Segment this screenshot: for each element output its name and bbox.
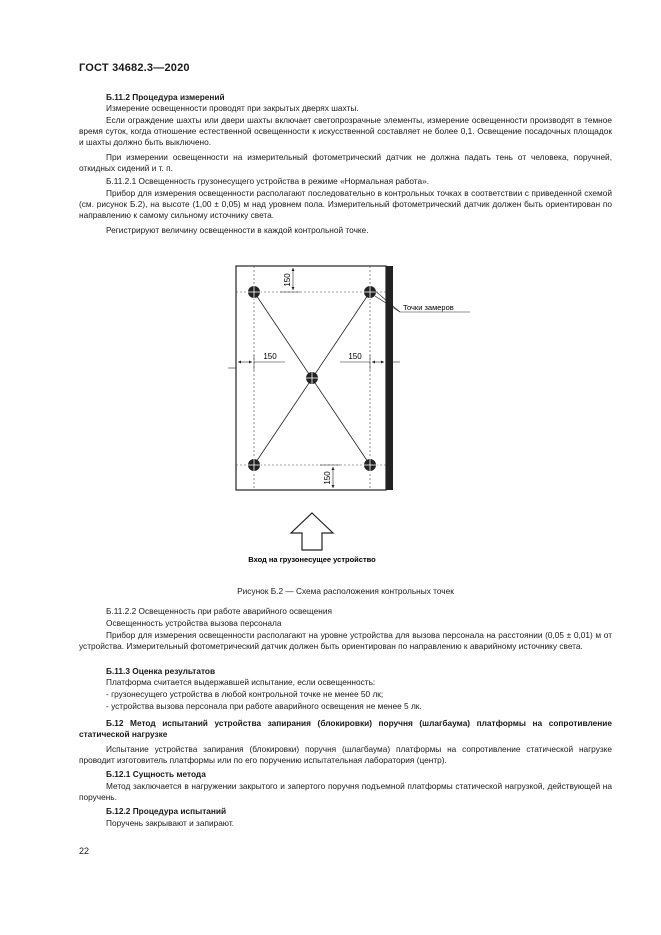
measurement-point (247, 285, 261, 299)
section-heading: Б.11.2 Процедура измерений (106, 92, 225, 102)
paragraph: Испытание устройства запирания (блокировки) поручня (шлагбаума) платформы на сопротивление статической нагрузке проводит изготовитель платформы или по его поручению испытательная лаборатория (центр). (79, 744, 612, 765)
entrance-arrow (291, 513, 333, 550)
paragraph: При измерении освещенности на измерительный фотометрический датчик не должна падать тень от человека, поручней, откидных сидений и т. п. (79, 152, 612, 173)
platform-wall (386, 266, 393, 490)
callout-label: Точки замеров (403, 303, 454, 312)
measurement-point (363, 285, 377, 299)
section-heading: Б.12 Метод испытаний устройства запирания (блокировки) поручня (шлагбаума) платформы на сопротивление статической нагрузке (79, 718, 612, 739)
section-heading: Б.12.2 Процедура испытаний (106, 806, 227, 816)
measurement-point (363, 458, 377, 472)
document-header: ГОСТ 34682.3—2020 (79, 62, 190, 74)
paragraph: Платформа считается выдержавшей испытание, если освещенность: (106, 677, 376, 687)
paragraph: Прибор для измерения освещенности располагают на уровне устройства для вызова персонала на расстоянии (0,05 ± 0,01) м от устройства. Измерительный фотометрический датчик должен быть ориентирован по направлению к аварийному источнику света. (79, 630, 612, 651)
dimension-label-left: 150 (263, 352, 277, 361)
entrance-label: Вход на грузонесущее устройство (248, 555, 376, 564)
dimension-label-top: 150 (283, 273, 292, 287)
paragraph: Б.11.2.2 Освещенность при работе аварийного освещения (106, 606, 332, 616)
dimension-label-right: 150 (348, 352, 362, 361)
section-heading: Б.11.3 Оценка результатов (106, 666, 216, 676)
list-item: - грузонесущего устройства в любой контрольной точке не менее 50 лк; (106, 689, 384, 699)
list-item: - устройства вызова персонала при работе аварийного освещения не менее 5 лк. (106, 701, 422, 711)
paragraph: Измерение освещенности проводят при закрытых дверях шахты. (106, 103, 359, 113)
measurement-point (247, 458, 261, 472)
measurement-point (305, 371, 319, 385)
paragraph: Если ограждение шахты или двери шахты включает светопрозрачные элементы, измерение освещенности производят в темное время суток, когда отношение естественной освещенности к искусственной составляет не более 0,1. Освещение посадочных площадок и шахты должно быть выключено. (79, 115, 612, 147)
page-number: 22 (79, 846, 90, 856)
paragraph: Метод заключается в нагружении закрытого и запертого поручня подъемной платформы статической нагрузкой, действующей на поручень. (79, 781, 612, 802)
figure-caption: Рисунок Б.2 — Схема расположения контрольных точек (237, 586, 454, 596)
paragraph: Регистрируют величину освещенности в каждой контрольной точке. (106, 225, 369, 235)
dimension-label-bottom: 150 (323, 471, 332, 485)
paragraph: Прибор для измерения освещенности располагают последовательно в контрольных точках в соответствии с приведенной схемой (см. рисунок Б.2), на высоте (1,00 ± 0,05) м над уровнем пола. Измерительный фотометрический датчик должен быть ориентирован по направлению к самому сильному источнику света. (79, 188, 612, 220)
section-heading: Б.12.1 Сущность метода (106, 769, 206, 779)
paragraph: Освещенность устройства вызова персонала (106, 618, 282, 628)
paragraph: Б.11.2.1 Освещенность грузонесущего устройства в режиме «Нормальная работа». (106, 176, 430, 186)
paragraph: Поручень закрывают и запирают. (106, 818, 235, 828)
